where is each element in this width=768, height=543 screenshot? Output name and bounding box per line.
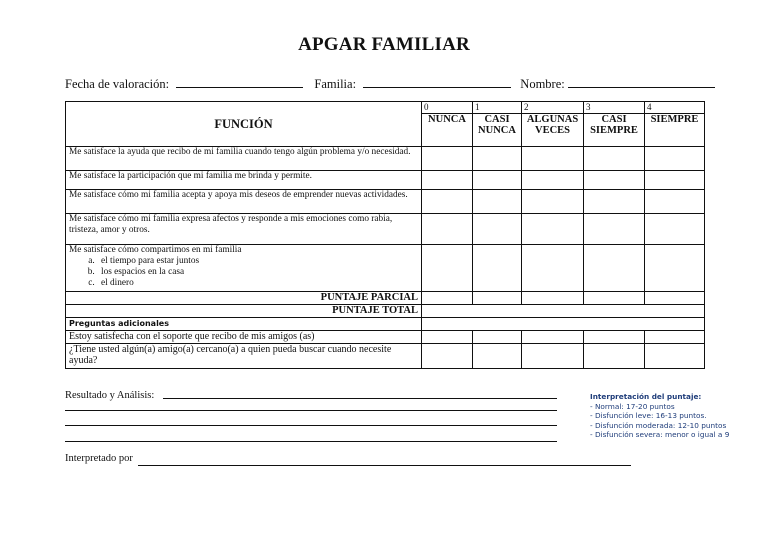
column-header-casi-nunca: CASI NUNCA [473, 114, 522, 147]
table-row [66, 344, 705, 369]
answer-cell[interactable] [522, 344, 584, 369]
question-text: Me satisface la participación que mi familia me brinda y permite. [66, 171, 422, 190]
header-fields [65, 77, 715, 92]
puntaje-total-cell[interactable] [422, 305, 705, 318]
resultado-line[interactable] [65, 425, 557, 426]
table-row [66, 190, 705, 214]
interpretacion-line: - Disfunción severa: menor o igual a 9 [590, 430, 730, 439]
resultado-line[interactable] [65, 441, 557, 442]
column-header-nunca: NUNCA [422, 114, 473, 147]
answer-cell[interactable] [522, 147, 584, 171]
score-number: 2 [522, 102, 584, 114]
question-text: Me satisface cómo mi familia acepta y apoya mis deseos de emprender nuevas actividades. [66, 190, 422, 214]
answer-cell[interactable] [522, 190, 584, 214]
resultado-line[interactable] [65, 410, 557, 411]
nombre-field[interactable] [568, 77, 715, 88]
answer-cell[interactable] [584, 147, 645, 171]
answer-cell[interactable] [645, 245, 705, 292]
question-text: Me satisface cómo mi familia expresa afectos y responde a mis emociones como rabia, tristeza, amor y otros. [66, 214, 422, 245]
list-item: c. el dinero [97, 278, 418, 289]
score-number: 4 [645, 102, 705, 114]
answer-cell[interactable] [522, 171, 584, 190]
answer-cell[interactable] [473, 344, 522, 369]
answer-cell[interactable] [645, 171, 705, 190]
table-row [66, 147, 705, 171]
question-5-text: Me satisface cómo compartimos en mi familia [69, 245, 242, 255]
list-item: b. los espacios en la casa [97, 267, 418, 278]
answer-cell[interactable] [584, 292, 645, 305]
column-header-casi-siempre: CASI SIEMPRE [584, 114, 645, 147]
answer-cell[interactable] [473, 245, 522, 292]
answer-cell[interactable] [645, 344, 705, 369]
answer-cell[interactable] [522, 292, 584, 305]
form-title: APGAR FAMILIAR [298, 34, 470, 55]
interpretacion-title: Interpretación del puntaje: [590, 392, 702, 401]
answer-cell[interactable] [473, 331, 522, 344]
interpretacion-box [590, 392, 729, 440]
answer-cell[interactable] [645, 214, 705, 245]
answer-cell[interactable] [473, 190, 522, 214]
answer-cell[interactable] [422, 292, 473, 305]
apgar-table [65, 101, 705, 369]
interpretado-line[interactable] [138, 465, 631, 466]
answer-cell[interactable] [645, 190, 705, 214]
question-text: Estoy satisfecha con el soporte que recibo de mis amigos (as) [66, 331, 422, 344]
resultado-label: Resultado y Análisis: [65, 390, 155, 401]
answer-cell[interactable] [422, 190, 473, 214]
list-item: a. el tiempo para estar juntos [97, 256, 418, 267]
answer-cell[interactable] [422, 171, 473, 190]
answer-cell[interactable] [422, 344, 473, 369]
answer-cell[interactable] [422, 245, 473, 292]
answer-cell[interactable] [645, 331, 705, 344]
question-text [66, 245, 422, 292]
answer-cell[interactable] [645, 147, 705, 171]
score-number: 3 [584, 102, 645, 114]
column-header-siempre: SIEMPRE [645, 114, 705, 147]
preguntas-adicionales-label: Preguntas adicionales [66, 318, 422, 331]
table-row [66, 331, 705, 344]
table-row [66, 171, 705, 190]
table-row [66, 214, 705, 245]
puntaje-total-label: PUNTAJE TOTAL [66, 305, 422, 318]
interpretado-label: Interpretado por [65, 453, 133, 464]
answer-cell[interactable] [522, 245, 584, 292]
answer-cell[interactable] [584, 190, 645, 214]
question-text: ¿Tiene usted algún(a) amigo(a) cercano(a) a quien pueda buscar cuando necesite ayuda? [66, 344, 422, 369]
answer-cell[interactable] [473, 147, 522, 171]
answer-cell[interactable] [645, 292, 705, 305]
familia-label: Familia: [314, 77, 357, 91]
answer-cell[interactable] [473, 214, 522, 245]
nombre-label: Nombre: [520, 77, 565, 91]
answer-cell[interactable] [422, 214, 473, 245]
answer-cell[interactable] [584, 331, 645, 344]
question-text: Me satisface la ayuda que recibo de mi familia cuando tengo algún problema y/o necesidad. [66, 147, 422, 171]
answer-cell[interactable] [522, 331, 584, 344]
score-number: 1 [473, 102, 522, 114]
puntaje-parcial-label: PUNTAJE PARCIAL [66, 292, 422, 305]
answer-cell[interactable] [522, 214, 584, 245]
answer-cell[interactable] [422, 331, 473, 344]
answer-cell[interactable] [584, 171, 645, 190]
answer-cell[interactable] [422, 147, 473, 171]
interpretacion-line: - Disfunción moderada: 12-10 puntos [590, 420, 727, 430]
answer-cell[interactable] [584, 214, 645, 245]
interpretacion-line: - Disfunción leve: 16-13 puntos. [590, 411, 707, 420]
fecha-field[interactable] [176, 77, 303, 88]
question-5-list [69, 256, 418, 289]
table-row [66, 245, 705, 292]
column-header-algunas-veces: ALGUNAS VECES [522, 114, 584, 147]
interpretacion-line: - Normal: 17-20 puntos [590, 401, 675, 411]
answer-cell[interactable] [584, 245, 645, 292]
answer-cell[interactable] [473, 292, 522, 305]
score-number: 0 [422, 102, 473, 114]
fecha-label: Fecha de valoración: [65, 77, 170, 91]
funcion-header: FUNCIÓN [66, 102, 422, 147]
resultado-line[interactable] [163, 398, 557, 399]
answer-cell[interactable] [473, 171, 522, 190]
familia-field[interactable] [363, 77, 511, 88]
answer-cell[interactable] [584, 344, 645, 369]
